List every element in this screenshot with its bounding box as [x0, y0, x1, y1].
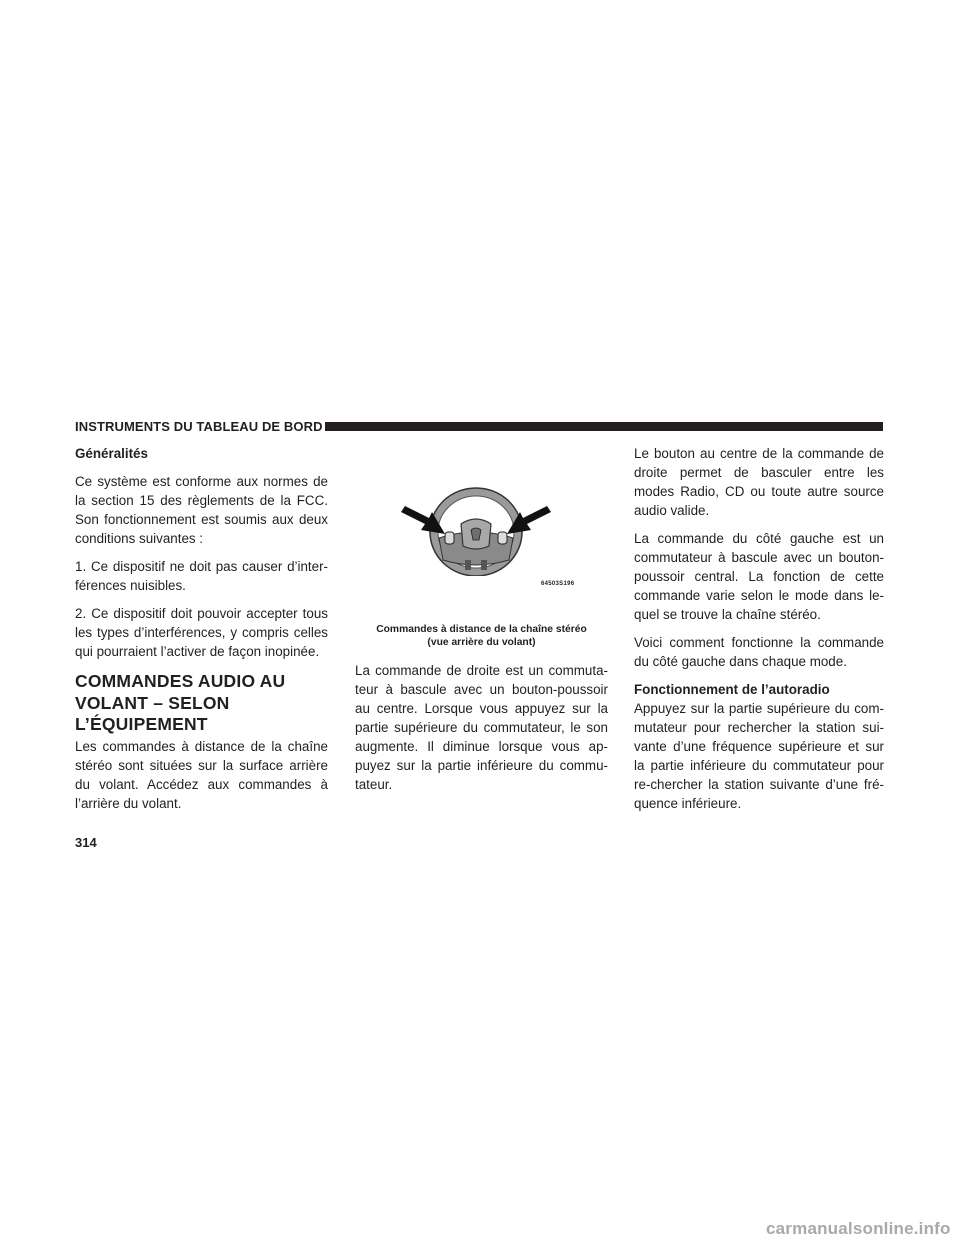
column-right	[634, 444, 884, 813]
section-header-title: INSTRUMENTS DU TABLEAU DE BORD	[75, 419, 323, 434]
figure-caption-line-1: Commandes à distance de la chaîne stéréo	[376, 624, 587, 635]
paragraph-left-control: La commande du côté gauche est un commutateur à bascule avec un bouton-poussoir central. La fonction de cette commande varie selon le mode dans le-quel se trouve la chaîne stéréo.	[634, 531, 884, 622]
paragraph-center-button: Le bouton au centre de la commande de droite permet de basculer entre les modes Radio, CD ou toute autre source audio valide.	[634, 446, 884, 518]
paragraph-radio-operation: Appuyez sur la partie supérieure du com-mutateur pour rechercher la station sui-vante d’une fréquence supérieure et sur la partie inférieure du commutateur pour re-chercher la station suivante d’une fré-quence inférieure.	[634, 701, 884, 811]
figure-caption	[355, 623, 608, 649]
paragraph-controls-location: Les commandes à distance de la chaîne stéréo sont situées sur la surface arrière du volant. Accédez aux commandes à l’arrière du volant.	[75, 738, 328, 811]
paragraph-right-control: La commande de droite est un commuta-teur à bascule avec un bouton-poussoir au centre. Lorsque vous appuyez sur la partie supérieure du commutateur, le son augmente. Il diminue lorsque vous ap-puyez sur la partie inférieure du commu-tateur.	[355, 663, 608, 792]
section-header	[75, 418, 883, 436]
steering-wheel-illustration	[401, 476, 551, 576]
column-left	[75, 444, 328, 813]
paragraph-left-control-modes: Voici comment fonctionne la commande du côté gauche dans chaque mode.	[634, 635, 884, 669]
page-number: 314	[75, 835, 97, 850]
figure-caption-line-2: (vue arrière du volant)	[427, 637, 536, 648]
steering-wheel-figure	[355, 444, 608, 620]
watermark: carmanualsonline.info	[766, 1219, 951, 1238]
paragraph-condition-2: 2. Ce dispositif doit pouvoir accepter tous les types d’interférences, y compris celles qui pourraient l’activer de façon inopinée.	[75, 606, 328, 659]
subheading-generalites: Généralités	[75, 446, 148, 461]
paragraph-condition-1: 1. Ce dispositif ne doit pas causer d’inter-férences nuisibles.	[75, 559, 328, 593]
column-middle	[355, 444, 608, 794]
subheading-radio-operation: Fonctionnement de l’autoradio	[634, 682, 830, 697]
section-title: COMMANDES AUDIO AU VOLANT – SELON L’ÉQUIPEMENT	[75, 671, 286, 734]
header-rule	[325, 422, 883, 431]
paragraph-fcc: Ce système est conforme aux normes de la section 15 des règlements de la FCC. Son fonctionnement est soumis aux deux conditions suivantes :	[75, 474, 328, 546]
figure-code: 64503S196	[541, 581, 575, 587]
